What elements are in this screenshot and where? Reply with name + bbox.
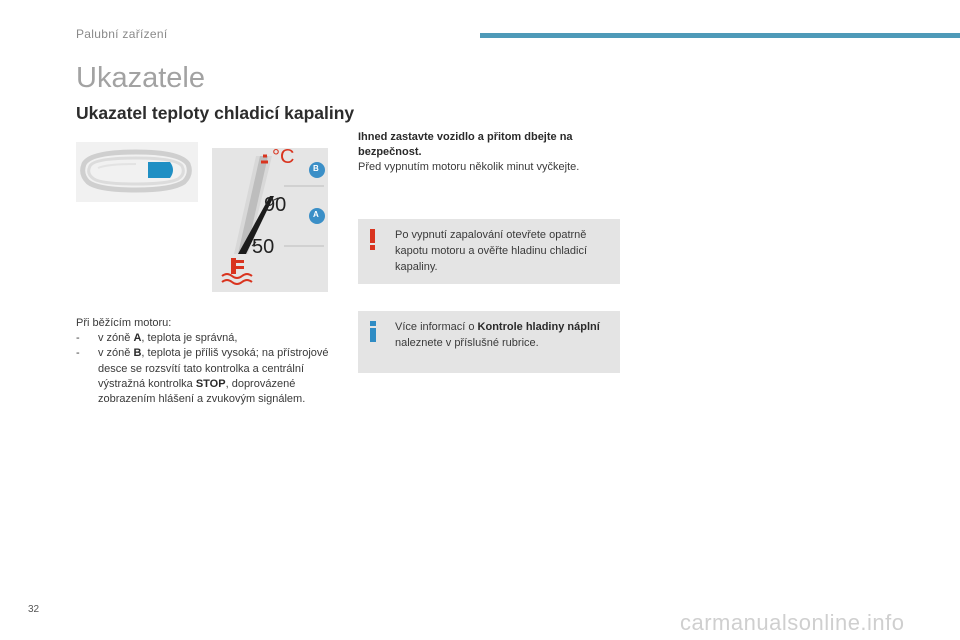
list-text: , doprovázené zobrazením hlášení a zvukovým signálem. [98, 377, 306, 406]
list-text: , teplota je příliš vysoká; na přístrojové desce se rozsvítí tato kontrolka a centrální výstražná kontrolka [98, 347, 329, 390]
coolant-gauge-image [212, 148, 328, 292]
engine-running-text [76, 316, 346, 407]
header-accent-bar [480, 33, 960, 38]
zone-a-label: A [313, 210, 319, 219]
page-subtitle: Ukazatel teploty chladicí kapaliny [76, 103, 355, 123]
info-icon [366, 319, 380, 343]
gauge-low-mark: 50 [252, 236, 275, 258]
gauge-high-mark: 90 [264, 194, 287, 216]
info-box [358, 311, 620, 373]
exclamation-icon [366, 227, 380, 251]
warning-text: Po vypnutí zapalování otevřete opatrně kapotu motoru a ověřte hladinu chladicí kapaliny. [395, 229, 588, 273]
list-item [76, 331, 346, 346]
stop-vehicle-text [358, 130, 620, 176]
info-text [395, 319, 613, 351]
info-text-part: naleznete v příslušné rubrice. [395, 337, 539, 349]
list-text: , teplota je správná, [141, 332, 238, 345]
list-dash: - [76, 347, 80, 360]
instrument-cluster-image [76, 142, 198, 202]
list-text: v zóně [98, 332, 134, 345]
warning-box [358, 219, 620, 284]
instrument-cluster-outline [76, 142, 198, 202]
coolant-temperature-icon [222, 258, 252, 284]
zone-b-ref: B [133, 347, 142, 360]
watermark: carmanualsonline.info [680, 610, 905, 635]
zone-a-ref: A [133, 332, 142, 345]
page-number: 32 [28, 604, 40, 615]
stop-ref: STOP [195, 377, 226, 390]
highlighted-gauge-zone [148, 162, 173, 178]
gauge-unit-label: °C [272, 146, 295, 168]
list-dash: - [76, 332, 80, 345]
info-link-text: Kontrole hladiny náplní [477, 321, 600, 333]
zone-b-label: B [313, 164, 319, 173]
intro-line: Při běžícím motoru: [76, 317, 172, 329]
wait-text: Před vypnutím motoru několik minut vyčkejte. [358, 161, 580, 174]
stop-vehicle-bold: Ihned zastavte vozidlo a přitom dbejte na bezpečnost. [358, 131, 573, 159]
list-text: v zóně [98, 347, 134, 360]
header-section-label: Palubní zařízení [76, 27, 168, 41]
list-item [76, 346, 346, 407]
info-text-part: Více informací o [395, 321, 478, 333]
page-title: Ukazatele [76, 62, 205, 94]
